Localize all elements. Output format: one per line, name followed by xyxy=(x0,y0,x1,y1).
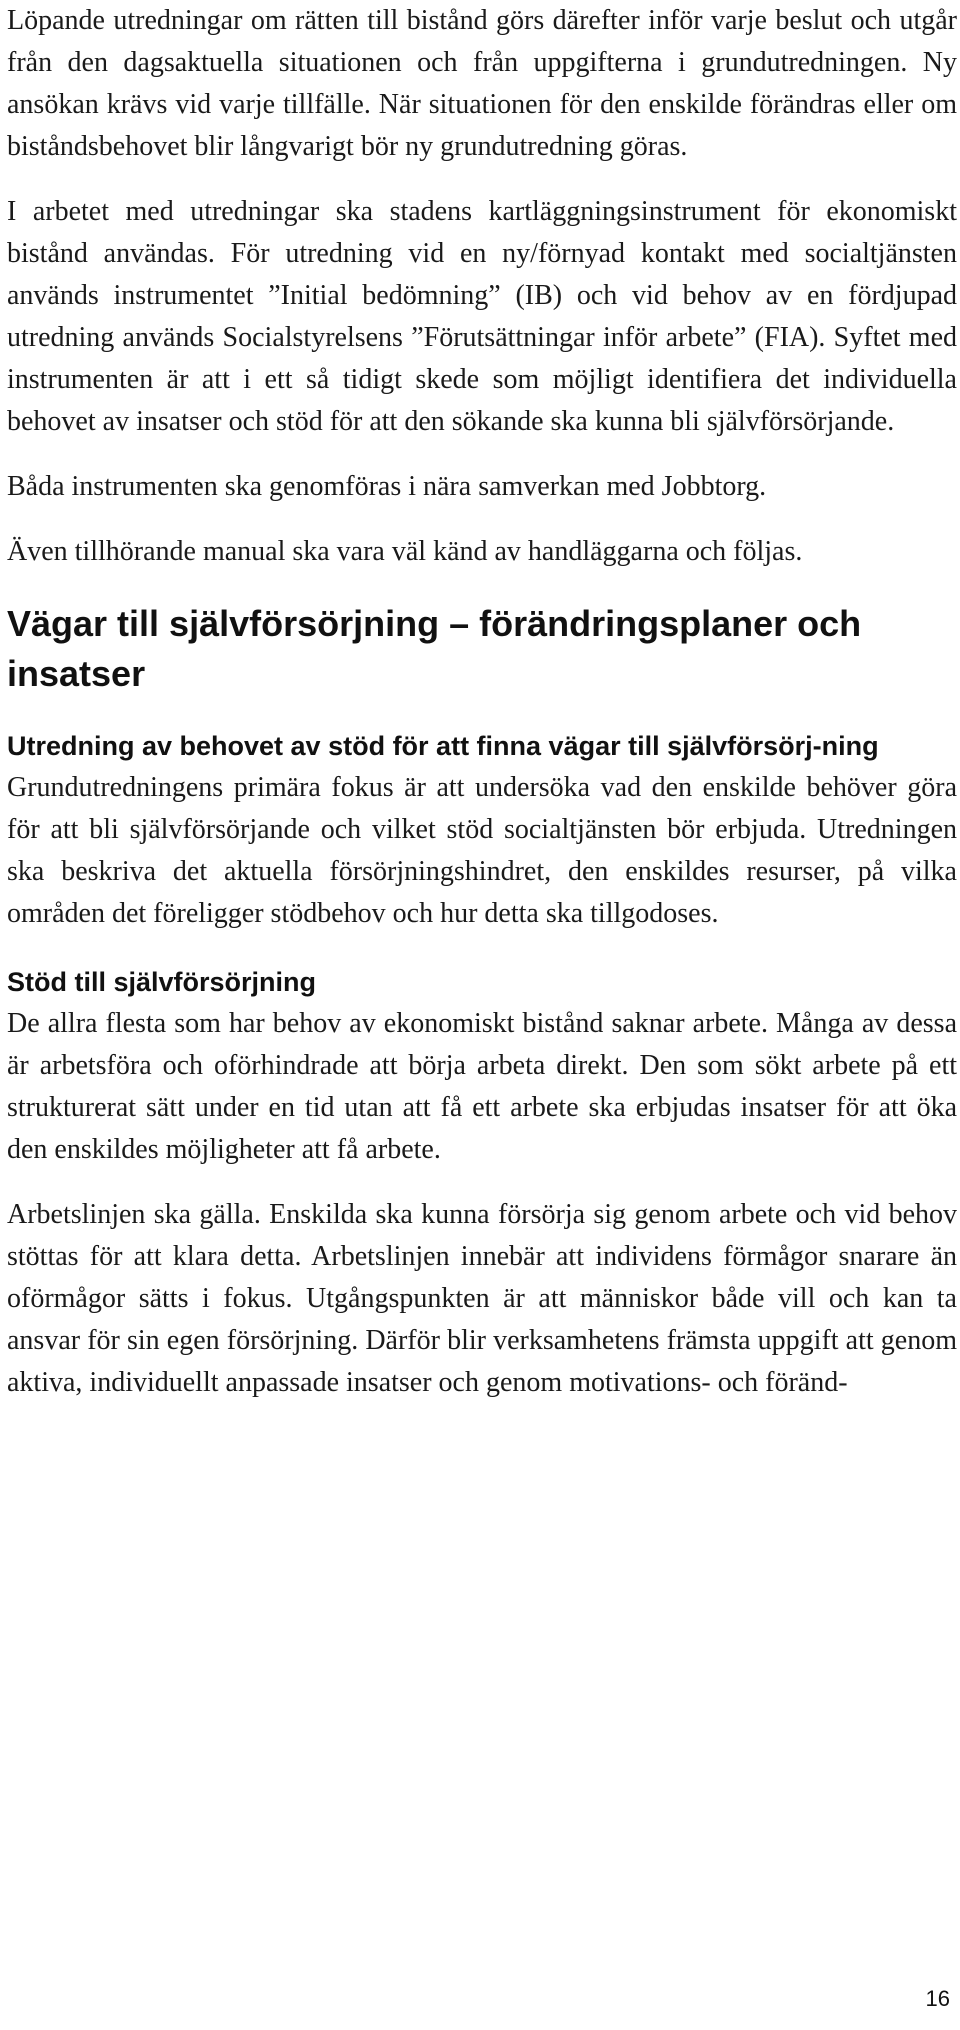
page-number: 16 xyxy=(925,1986,950,2011)
body-paragraph: Grundutredningens primära fokus är att undersöka vad den enskilde behöver göra för att bli självförsörjande och vilket stöd socialtjänsten bör erbjuda. Utredningen ska beskriva det aktuella försörjningshindret, den enskildes resurser, på vilka områden det föreligger stödbehov och hur detta ska tillgodoses. xyxy=(7,772,957,929)
body-paragraph: Löpande utredningar om rätten till bistånd görs därefter inför varje beslut och utgår från den dagsaktuella situationen och från uppgifterna i grundutredningen. Ny ansökan krävs vid varje tillfälle. När situationen för den enskilde förändras eller om biståndsbehovet blir långvarigt bör ny grundutredning göras. xyxy=(7,5,957,162)
subsection-heading: Utredning av behovet av stöd för att finna vägar till självförsörj-ning xyxy=(7,731,879,761)
body-paragraph: De allra flesta som har behov av ekonomiskt bistånd saknar arbete. Många av dessa är arbetsföra och oförhindrade att börja arbeta direkt. Den som sökt arbete på ett strukturerat sätt under en tid utan att få ett arbete ska erbjudas insatser för att öka den enskildes möjligheter att få arbete. xyxy=(7,1008,957,1165)
document-page xyxy=(7,0,957,1404)
body-paragraph: Båda instrumenten ska genomföras i nära samverkan med Jobbtorg. xyxy=(7,471,767,502)
body-paragraph: Även tillhörande manual ska vara väl känd av handläggarna och följas. xyxy=(7,536,803,567)
section-heading: Vägar till självförsörjning – förändringsplaner och insatser xyxy=(7,603,862,694)
subsection-heading: Stöd till självförsörjning xyxy=(7,967,317,997)
body-paragraph: Arbetslinjen ska gälla. Enskilda ska kunna försörja sig genom arbete och vid behov stöttas för att klara detta. Arbetslinjen innebär att individens förmågor snarare än oförmågor sätts i fokus. Utgångspunkten är att människor både vill och kan ta ansvar för sin egen försörjning. Därför blir verksamhetens främsta uppgift att genom aktiva, individuellt anpassade insatser och genom motivations- och föränd- xyxy=(7,1199,957,1398)
body-paragraph: I arbetet med utredningar ska stadens kartläggningsinstrument för ekonomiskt bistånd användas. För utredning vid en ny/förnyad kontakt med socialtjänsten används instrumentet ”Initial bedömning” (IB) och vid behov av en fördjupad utredning används Socialstyrelsens ”Förutsättningar inför arbete” (FIA). Syftet med instrumenten är att i ett så tidigt skede som möjligt identifiera det individuella behovet av insatser och stöd för att den sökande ska kunna bli självförsörjande. xyxy=(7,196,957,437)
